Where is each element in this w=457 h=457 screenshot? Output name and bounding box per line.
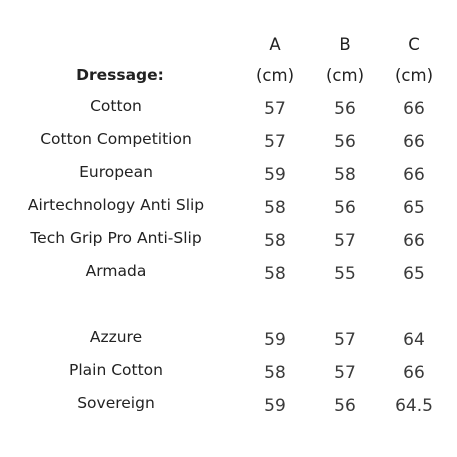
row-name: Azzure (89, 328, 143, 346)
row-value-c: 66 (403, 132, 425, 152)
row-value-a: 57 (264, 99, 286, 119)
row-value-b: 56 (334, 132, 356, 152)
column-header-b: B (339, 35, 351, 54)
row-name: Sovereign (77, 394, 155, 412)
row-value-b: 57 (334, 330, 356, 350)
row-value-a: 58 (264, 264, 286, 284)
row-value-a: 58 (264, 231, 286, 251)
column-header-a: A (269, 35, 281, 54)
row-value-b: 58 (334, 165, 356, 185)
row-name: European (79, 163, 153, 181)
row-name: Cotton (90, 97, 142, 115)
row-value-a: 57 (264, 132, 286, 152)
row-name: Cotton Competition (40, 130, 192, 148)
row-value-c: 66 (403, 165, 425, 185)
row-value-c: 66 (403, 99, 425, 119)
row-value-c: 64 (403, 330, 425, 350)
row-value-b: 55 (334, 264, 356, 284)
row-value-c: 64.5 (395, 396, 433, 416)
row-value-c: 66 (403, 363, 425, 383)
row-name: Tech Grip Pro Anti-Slip (30, 229, 202, 247)
row-value-c: 66 (403, 231, 425, 251)
column-unit-b: (cm) (325, 66, 365, 85)
row-value-a: 59 (264, 330, 286, 350)
row-name: Plain Cotton (69, 361, 163, 379)
row-name: Airtechnology Anti Slip (27, 196, 205, 214)
row-value-b: 56 (334, 198, 356, 218)
row-value-c: 65 (403, 264, 425, 284)
row-value-a: 58 (264, 363, 286, 383)
row-value-b: 56 (334, 396, 356, 416)
row-value-b: 57 (334, 363, 356, 383)
row-value-a: 59 (264, 396, 286, 416)
category-title: Dressage: (76, 66, 164, 84)
row-value-a: 59 (264, 165, 286, 185)
row-value-a: 58 (264, 198, 286, 218)
column-unit-c: (cm) (394, 66, 434, 85)
row-name: Armada (85, 262, 147, 280)
row-value-b: 57 (334, 231, 356, 251)
column-header-c: C (408, 35, 420, 54)
row-value-b: 56 (334, 99, 356, 119)
column-unit-a: (cm) (255, 66, 295, 85)
row-value-c: 65 (403, 198, 425, 218)
